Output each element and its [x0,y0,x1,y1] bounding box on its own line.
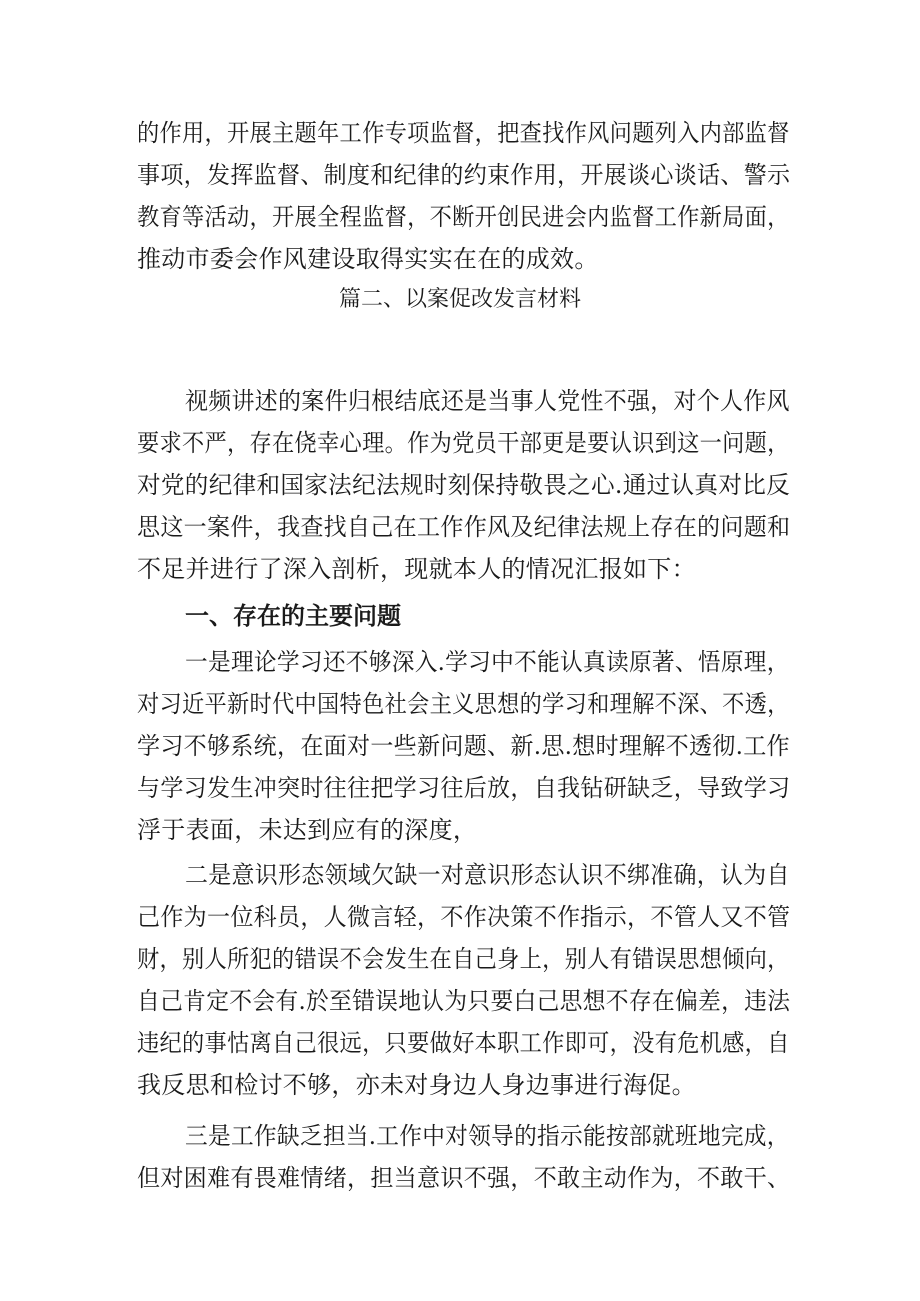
point2-line-2: 己作为一位科员，人微言轻，不作决策不作指示，不管人又不管 [137,903,791,931]
intro-line-1: 视频讲述的案件归根结底还是当事人党性不强，对个人作风 [185,387,790,415]
section-title: 篇二、以案促改发言材料 [338,287,581,312]
point2-line-5: 违纪的事怙离自己很远，只要做好本职工作即可，没有危机感，自 [137,1029,790,1057]
intro-line-2: 要求不严，存在侥幸心理。作为党员干部更是要认识到这一问题， [137,429,790,457]
point1-line-4: 与学习发生冲突时往往把学习往后放，自我钻研缺乏，导致学习 [137,774,791,802]
point1-line-1: 一是理论学习还不够深入.学习中不能认真读原著、悟原理， [185,648,790,676]
point3-line-2: 但对困难有畏难情绪，担当意识不强，不敢主动作为，不敢干、 [137,1164,791,1192]
point1-line-5: 浮于表面，未达到应有的深度， [137,816,478,844]
intro-line-5: 不足并进行了深入剖析，现就本人的情况汇报如下： [137,555,696,583]
point1-line-3: 学习不够系统，在面对一些新问题、新.思.想时理解不透彻.工作 [137,732,790,760]
point2-line-3: 财，别人所犯的错误不会发生在自己身上，别人有错误思想倾向， [137,945,790,973]
continuation-line-4: 推动市委会作风建设取得实实在在的成效。 [137,245,599,273]
point2-line-1: 二是意识形态领域欠缺一对意识形态认识不绑准确，认为自 [185,861,790,889]
intro-line-3: 对党的纪律和国家法纪法规时刻保持敬畏之心.通过认真对比反 [137,471,791,499]
continuation-line-3: 教育等活动，开展全程监督，不断开创民进会内监督工作新局面， [137,203,790,231]
intro-line-4: 思这一案件，我查找自己在工作作风及纪律法规上存在的问题和 [137,513,791,541]
point3-line-1: 三是工作缺乏担当.工作中对领导的指示能按部就班地完成， [185,1122,790,1150]
point2-line-4: 自己肯定不会有.於至错误地认为只要白己思想不存在偏差，违法 [137,987,791,1015]
point2-line-6: 我反思和检讨不够，亦未对身边人身边事进行海促。 [137,1071,696,1099]
continuation-line-1: 的作用，开展主题年工作专项监督，把查找作风问题列入内部监督 [137,119,790,147]
section-heading: 一、存在的主要问题 [185,602,401,630]
continuation-line-2: 事项，发挥监督、制度和纪律的约束作用，开展谈心谈话、警示 [137,161,791,189]
point1-line-2: 对习近平新时代中国特色社会主义思想的学习和理解不深、不透， [137,690,790,718]
